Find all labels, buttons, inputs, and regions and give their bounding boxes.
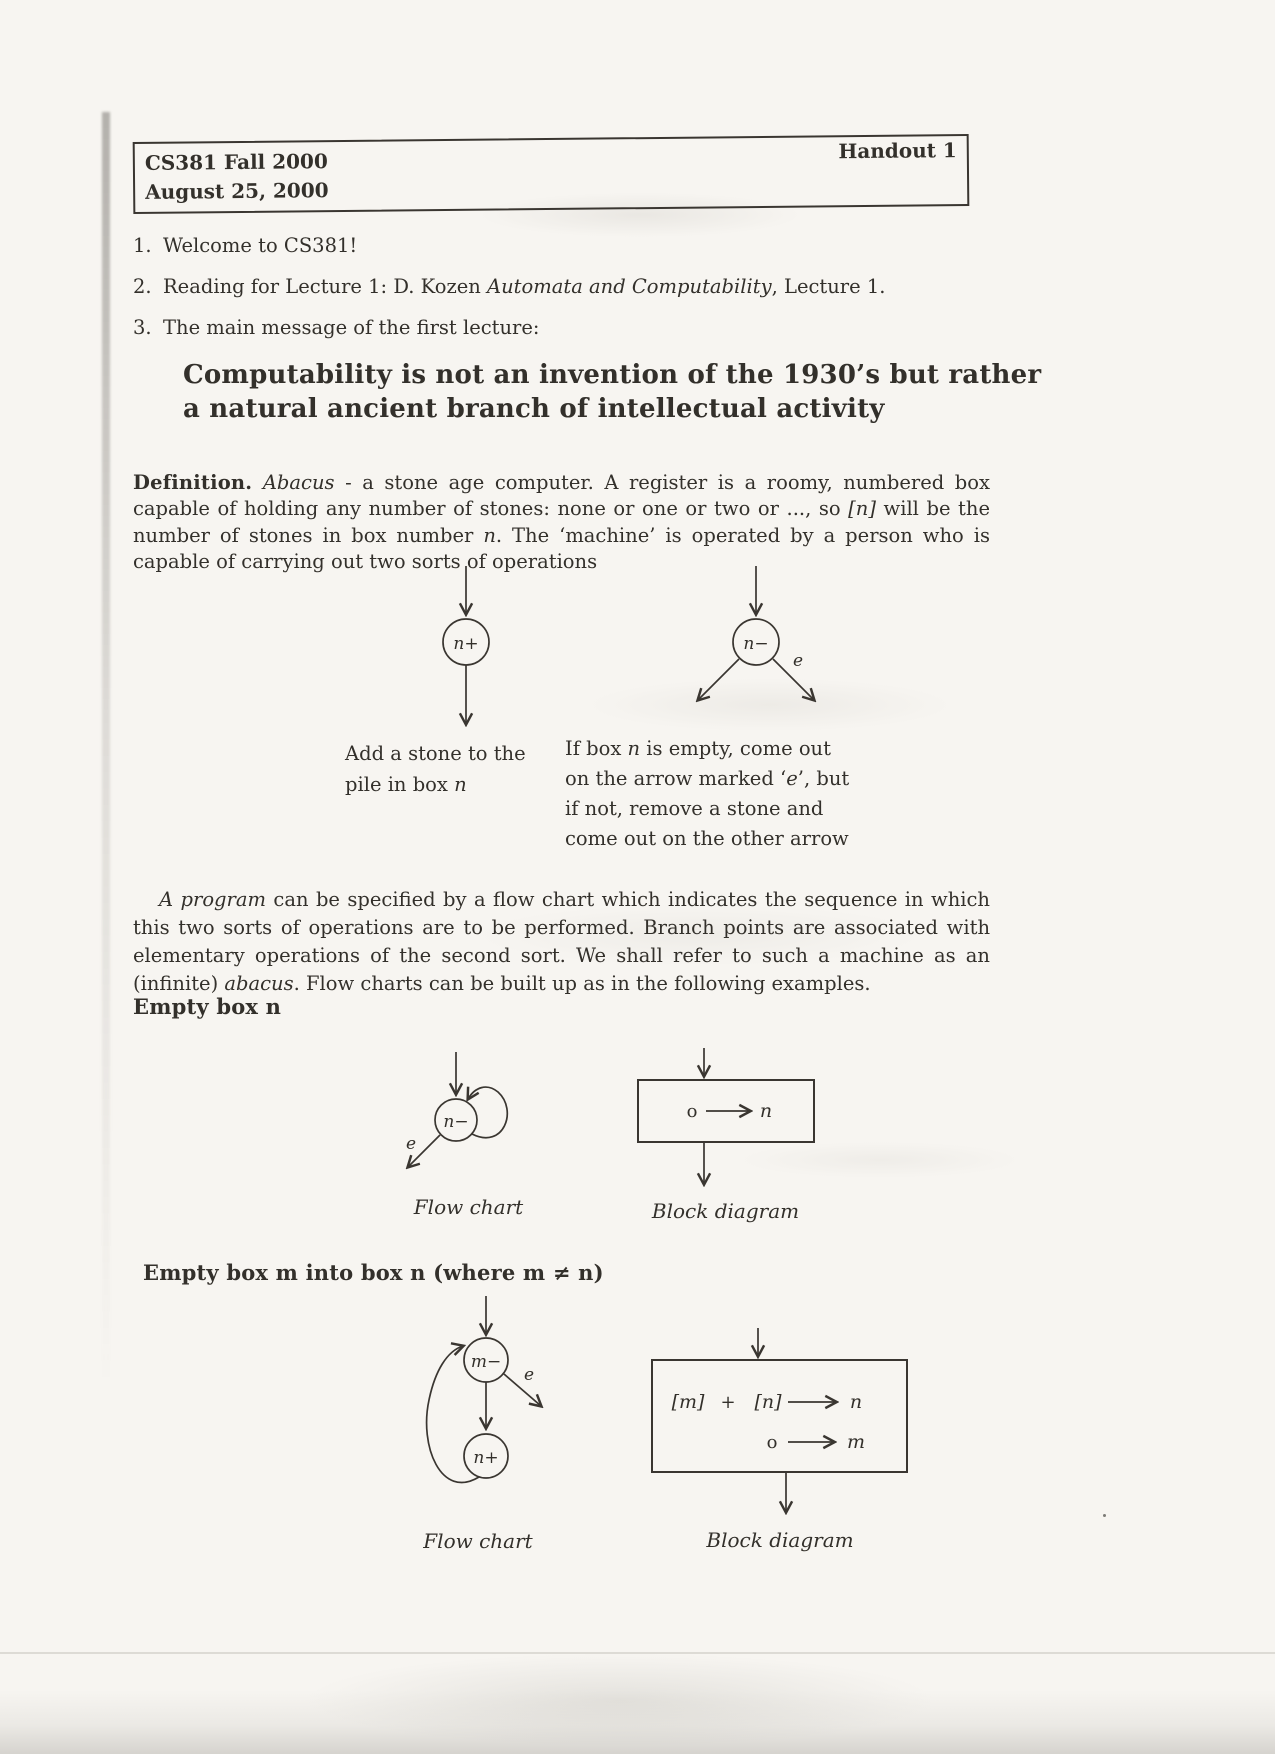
figure-caption: Block diagram — [706, 1528, 854, 1552]
definition-term: Abacus — [252, 470, 335, 494]
plus-sign: + — [719, 1392, 736, 1413]
definition-text: will be the number of stones in box number — [133, 497, 990, 547]
program-lead: A program — [159, 887, 266, 911]
node-variable: m — [470, 1352, 487, 1372]
node-variable: n — [472, 1448, 484, 1468]
svg-text:m− — [470, 1352, 500, 1372]
add-operation-diagram — [404, 564, 528, 736]
add-operation-caption — [345, 738, 526, 800]
variable-m: m — [846, 1431, 865, 1453]
item-text: The main message of the first lecture: — [163, 316, 540, 339]
branch-operation-figure — [668, 564, 844, 732]
block-diagram-empty-n — [618, 1046, 833, 1223]
program-paragraph — [133, 886, 990, 998]
definition-paragraph — [133, 470, 990, 576]
branch-arrow-left — [698, 659, 739, 700]
branch-operation-diagram — [668, 564, 844, 736]
node-sign: + — [483, 1448, 499, 1468]
item-text: , Lecture 1. — [771, 275, 886, 298]
definition-text: - a stone age computer. A register is a roomy, numbered box capable of holding any number of stones: none or one or two or ..., so — [133, 470, 990, 520]
block-diagram-empty-m-into-n — [645, 1328, 915, 1552]
variable-n: n — [759, 1100, 772, 1122]
block-box — [652, 1360, 907, 1472]
node-variable: n — [453, 634, 465, 654]
list-item — [133, 273, 1003, 300]
caption-line: if not, remove a stone and — [565, 797, 824, 820]
caption-line: come out on the other arrow — [565, 827, 849, 850]
caption-line — [345, 769, 526, 800]
bracket-n-notation: [n] — [848, 497, 876, 520]
flow-chart-empty-n — [386, 1050, 551, 1219]
figure-caption: Flow chart — [423, 1529, 533, 1553]
branch-operation-caption — [565, 734, 849, 854]
handout-number: Handout 1 — [838, 138, 957, 164]
item-number: 1. — [133, 234, 152, 257]
node-variable: n — [743, 634, 755, 654]
add-operation-figure — [404, 564, 528, 732]
zero-symbol: o — [686, 1101, 697, 1122]
book-title: Automata and Computability — [487, 275, 772, 298]
block-diagram-empty-m-into-n-figure — [648, 1328, 913, 1518]
svg-text:n− — [743, 634, 768, 654]
caption-text: on the arrow marked ‘ — [565, 767, 787, 790]
program-text: . Flow charts can be built up as in the following examples. — [293, 971, 871, 995]
node-sign: − — [486, 1352, 501, 1372]
scan-bottom-band — [0, 1690, 1275, 1754]
variable-n: n — [483, 523, 496, 547]
variable-n: n — [849, 1391, 862, 1413]
svg-text:n+ — [473, 1448, 498, 1468]
list-item — [133, 314, 1003, 341]
node-sign: + — [464, 634, 479, 654]
scan-edge-shadow — [102, 112, 110, 1452]
variable-n: n — [627, 737, 641, 760]
figure-caption: Flow chart — [413, 1195, 524, 1219]
bracket-n: [n] — [753, 1391, 782, 1413]
zero-symbol: o — [766, 1432, 777, 1453]
exit-arrow-e — [504, 1374, 541, 1406]
intro-list — [133, 232, 1003, 355]
list-item — [133, 232, 1003, 259]
edge-label-e: e — [792, 651, 804, 671]
header-box — [133, 134, 970, 214]
edge-label-e: e — [523, 1365, 534, 1385]
caption-line: Add a stone to the — [345, 742, 526, 765]
main-message-headline — [183, 358, 1041, 426]
svg-text:n+ — [453, 634, 478, 654]
handout-date: August 25, 2000 — [145, 178, 329, 204]
flow-chart-empty-m-into-n — [388, 1296, 568, 1553]
variable-e: e — [786, 767, 798, 790]
section-heading-empty-n: Empty box n — [133, 994, 282, 1019]
section-heading-empty-m-into-n: Empty box m into box n (where m ≠ n) — [143, 1260, 604, 1285]
definition-label: Definition. — [133, 470, 253, 494]
flow-chart-empty-m-into-n-figure — [391, 1296, 566, 1511]
svg-text:n− — [443, 1112, 468, 1132]
caption-text: pile in box — [345, 773, 455, 796]
definition-text: . The ‘machine’ is operated by a person who is capable of carrying out two sorts of operations — [133, 523, 990, 573]
node-sign: − — [453, 1112, 469, 1132]
course-title: CS381 Fall 2000 — [144, 149, 328, 175]
node-sign: − — [754, 634, 769, 654]
caption-line — [565, 734, 849, 764]
scan-horizontal-line — [0, 1652, 1275, 1654]
item-number: 3. — [133, 316, 152, 339]
item-number: 2. — [133, 275, 152, 298]
program-text: can be specified by a flow chart which indicates the sequence in which this two sorts of operations are to be performed. Branch points are associated with elementary operations of the second sort. We shall refer to such a machine as an (infinite) — [133, 887, 990, 995]
figure-caption: Block diagram — [651, 1199, 800, 1223]
caption-line — [565, 764, 849, 794]
edge-label-e: e — [405, 1134, 416, 1154]
headline-line2: a natural ancient branch of intellectual activity — [183, 394, 885, 424]
caption-text: ’, but — [797, 767, 850, 790]
headline-line1: Computability is not an invention of the 1930’s but rather — [183, 360, 1042, 390]
item-text: Welcome to CS381! — [163, 234, 358, 257]
block-diagram-empty-n-figure — [626, 1046, 826, 1191]
item-text: Reading for Lecture 1: D. Kozen — [163, 275, 488, 298]
caption-text: is empty, come out — [640, 737, 831, 760]
word-abacus: abacus — [224, 971, 294, 995]
variable-n: n — [454, 773, 467, 796]
scan-speck — [1103, 1514, 1106, 1517]
node-variable: n — [442, 1112, 454, 1132]
flow-chart-empty-n-figure — [394, 1050, 544, 1183]
bracket-m: [m] — [671, 1391, 704, 1413]
caption-text: If box — [565, 737, 628, 760]
